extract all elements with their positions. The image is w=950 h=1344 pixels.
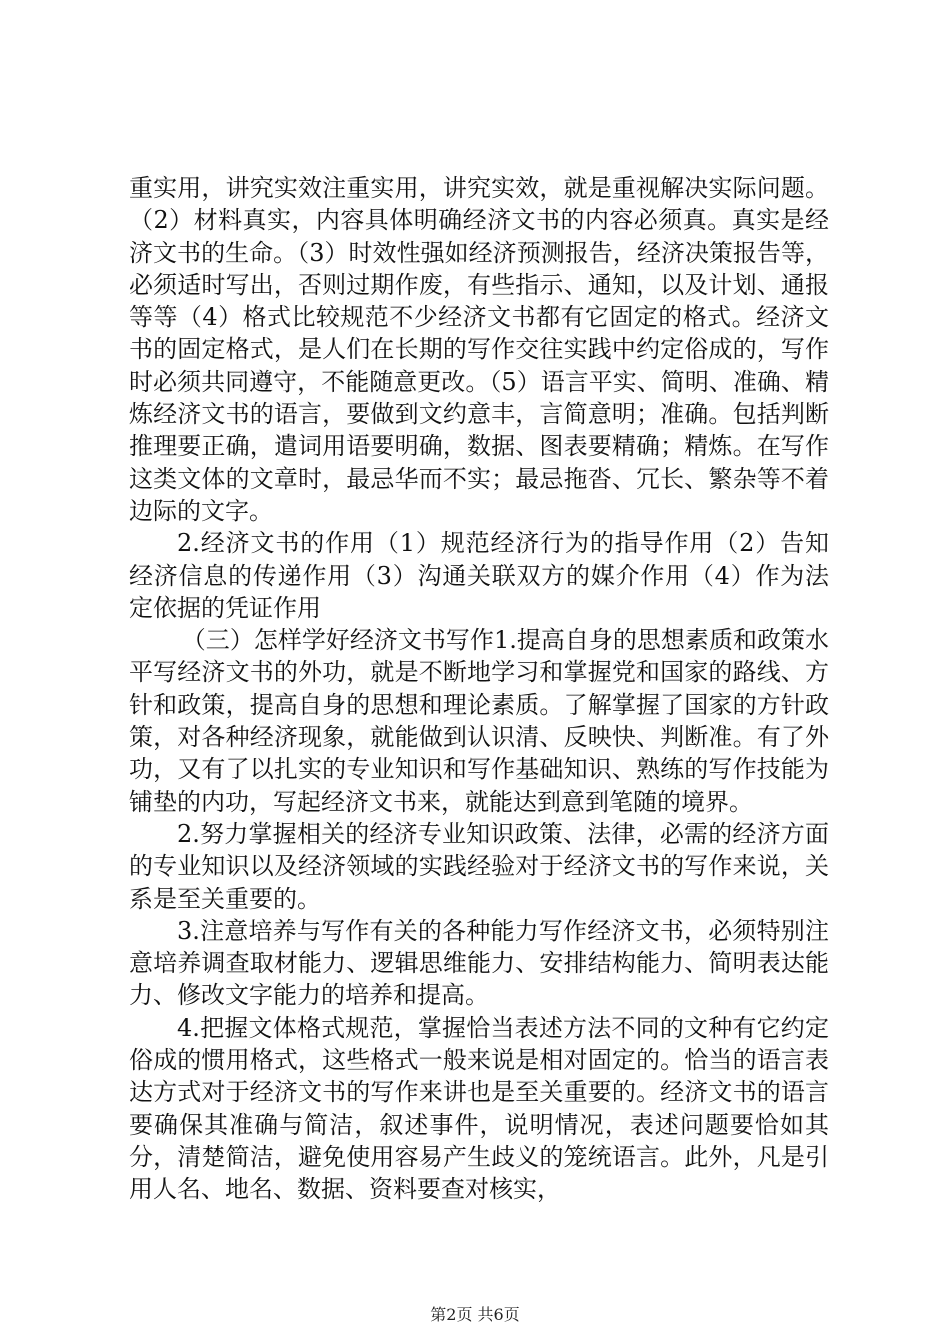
paragraph-how-to-learn: （三）怎样学好经济文书写作1.提高自身的思想素质和政策水平写经济文书的外功，就是不断地学习和掌握党和国家的路线、方针和政策，提高自身的思想和理论素质。了解掌握了国家的方针政策，对各种经济现象，就能做到认识清、反映快、判断准。有了外功，又有了以扎实的专业知识和写作基础知识、熟练的写作技能为铺垫的内功，写起经济文书来，就能达到意到笔随的境界。 — [129, 626, 829, 816]
paragraph-professional-knowledge: 2.努力掌握相关的经济专业知识政策、法律，必需的经济方面的专业知识以及经济领域的实践经验对于经济文书的写作来说，关系是至关重要的。 — [129, 819, 829, 913]
page-number-footer: 第2页 共6页 — [430, 1305, 520, 1324]
paragraph-characteristics: 重实用，讲究实效注重实用，讲究实效，就是重视解决实际问题。（2）材料真实，内容具体明确经济文书的内容必须真。真实是经济文书的生命。（3）时效性强如经济预测报告，经济决策报告等，必须适时写出，否则过期作废，有些指示、通知，以及计划、通报等等（4）格式比较规范不少经济文书都有它固定的格式。经济文书的固定格式，是人们在长期的写作交往实践中约定俗成的，写作时必须共同遵守，不能随意更改。（5）语言平实、简明、准确、精炼经济文书的语言，要做到文约意丰，言简意明；准确。包括判断推理要正确，遣词用语要明确，数据、图表要精确；精炼。在写作这类文体的文章时，最忌华而不实；最忌拖沓、冗长、繁杂等不着边际的文字。 — [129, 174, 829, 525]
paragraph-functions: 2.经济文书的作用（1）规范经济行为的指导作用（2）告知经济信息的传递作用（3）沟通关联双方的媒介作用（4）作为法定依据的凭证作用 — [129, 529, 829, 622]
paragraph-writing-abilities: 3.注意培养与写作有关的各种能力写作经济文书，必须特别注意培养调查取材能力、逻辑思维能力、安排结构能力、简明表达能力、修改文字能力的培养和提高。 — [129, 916, 829, 1010]
document-body — [129, 172, 829, 1206]
paragraph-format-norms: 4.把握文体格式规范，掌握恰当表述方法不同的文种有它约定俗成的惯用格式，这些格式一般来说是相对固定的。恰当的语言表达方式对于经济文书的写作来讲也是至关重要的。经济文书的语言要确保其准确与简洁，叙述事件，说明情况，表述问题要恰如其分，清楚简洁，避免使用容易产生歧义的笼统语言。此外，凡是引用人名、地名、数据、资料要查对核实， — [129, 1013, 829, 1204]
